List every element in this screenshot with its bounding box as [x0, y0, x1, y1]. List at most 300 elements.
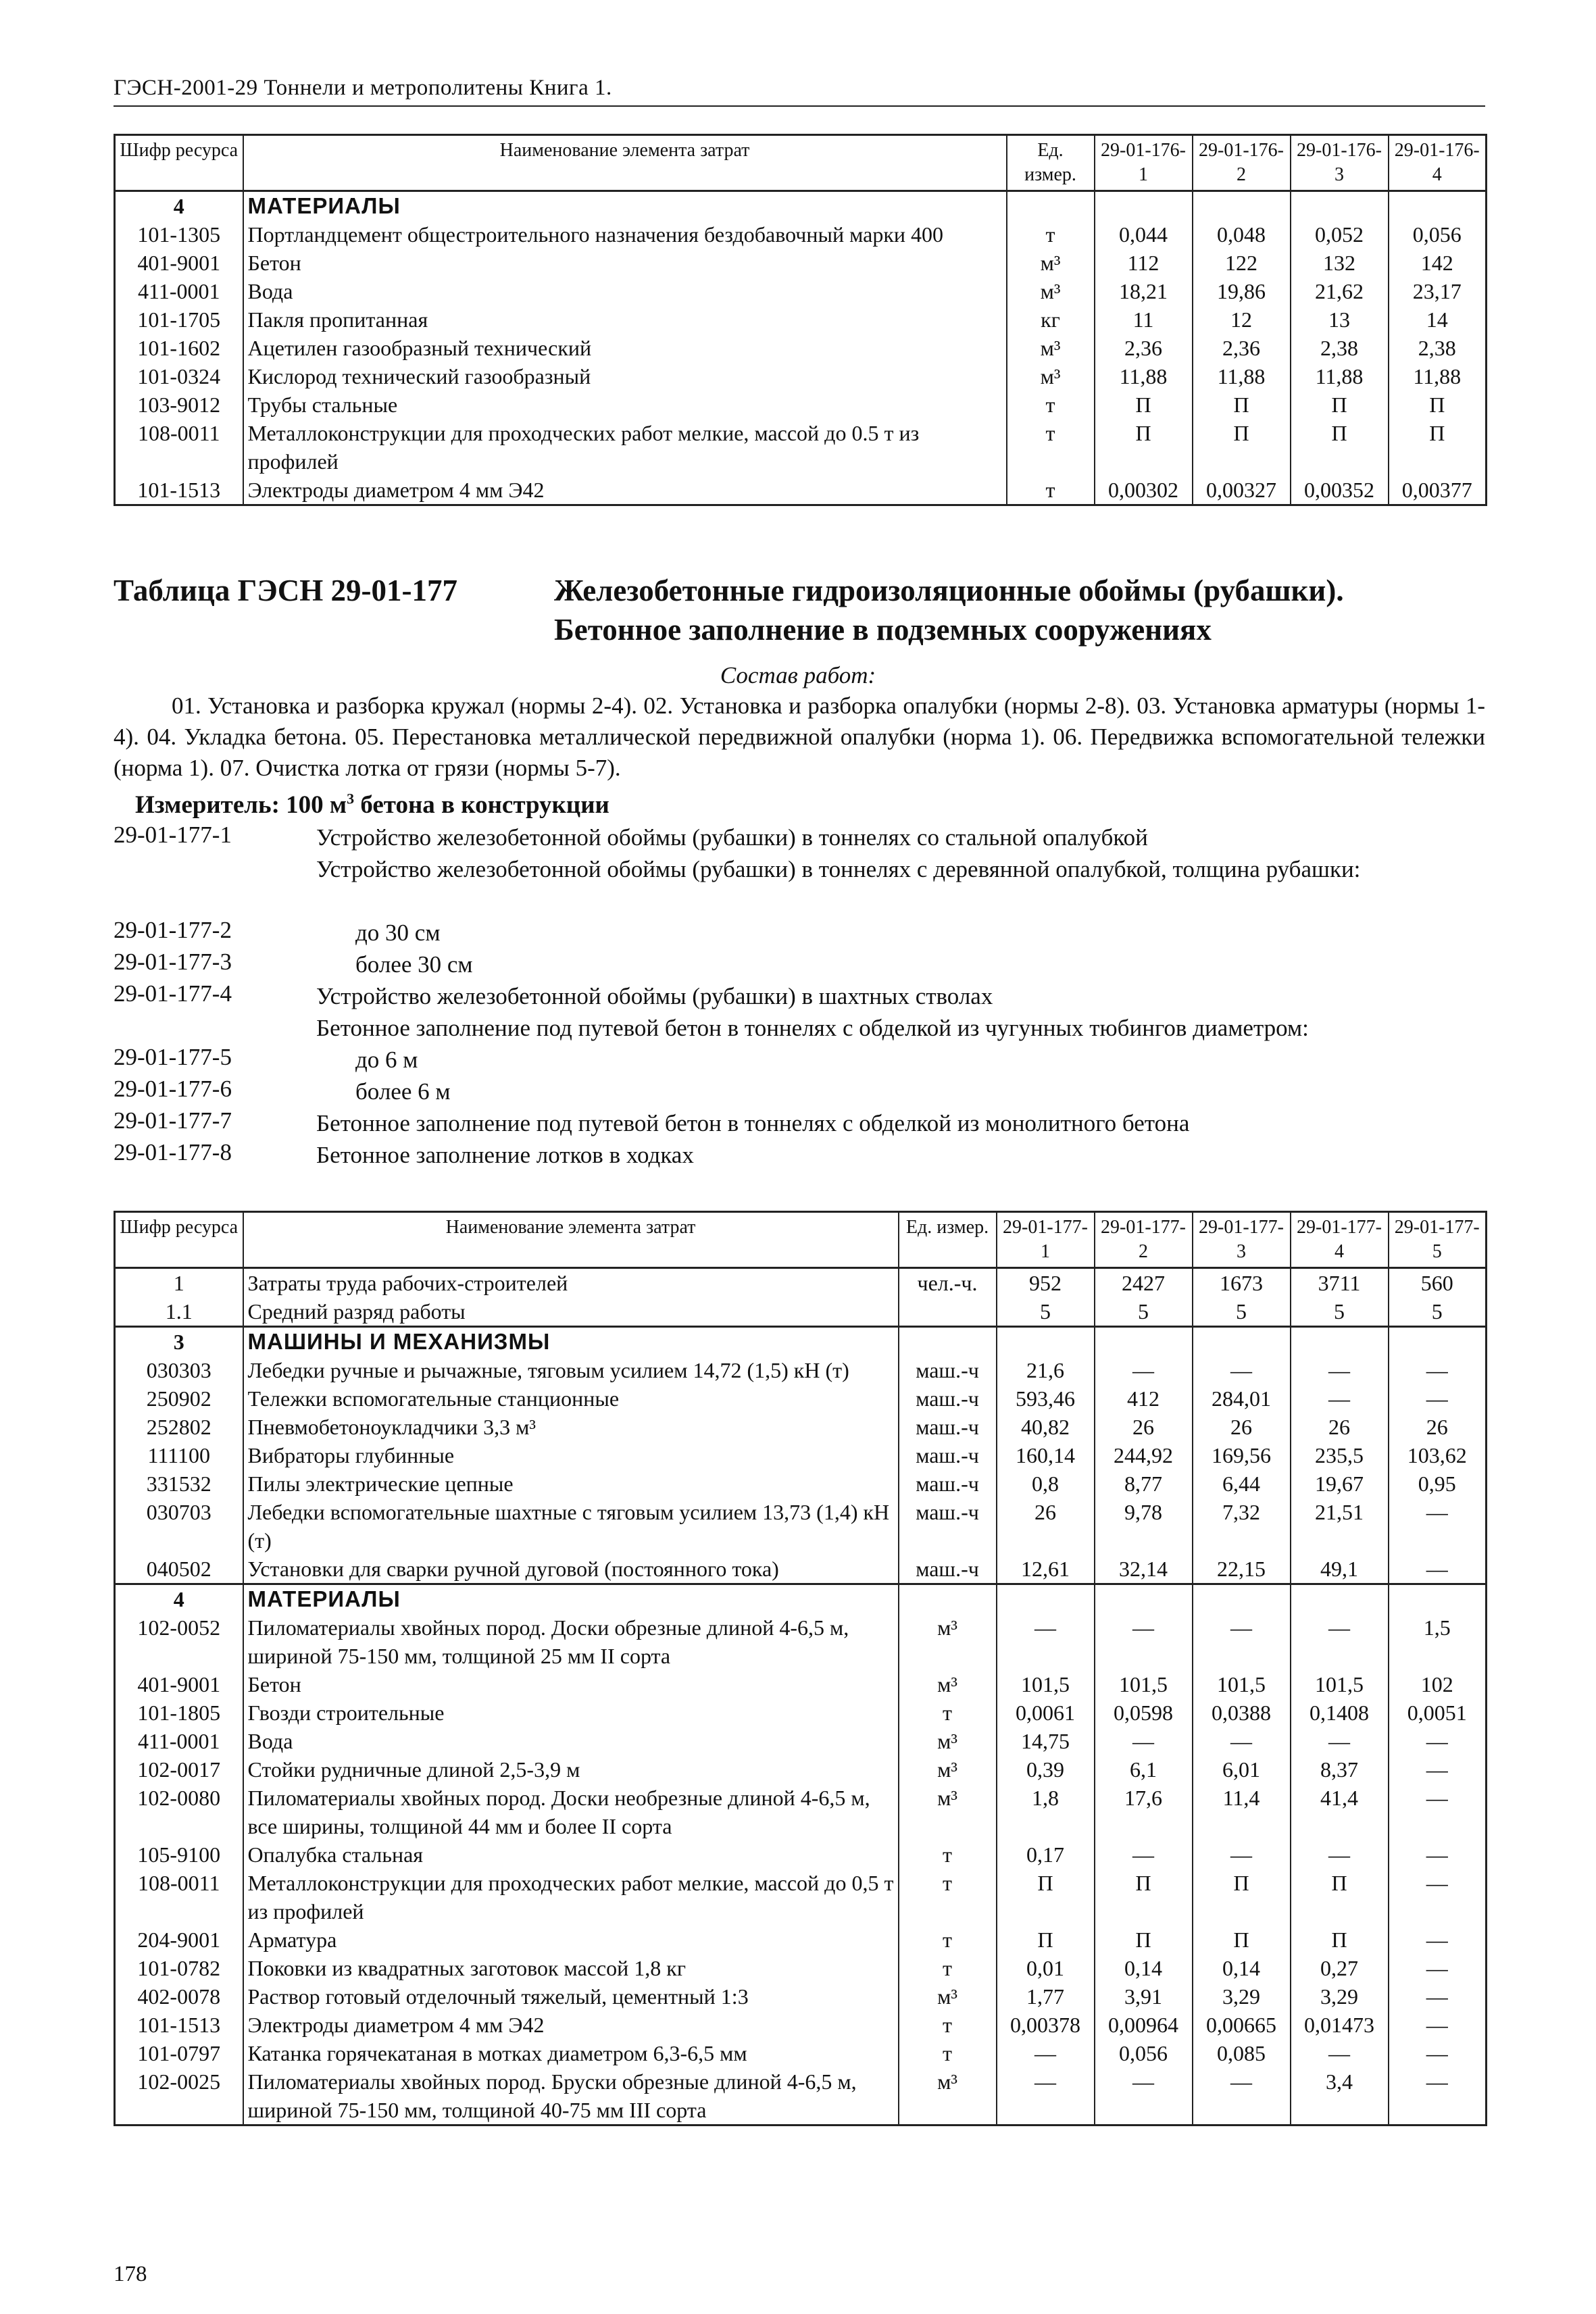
resource-name: Вибраторы глубинные: [243, 1441, 899, 1469]
table-label: Таблица ГЭСН 29-01-177: [114, 574, 457, 607]
resource-name: МАТЕРИАЛЫ: [243, 191, 1007, 221]
norm-code: 29-01-177-7: [114, 1107, 232, 1134]
norm-value-2: 17,6: [1095, 1784, 1193, 1840]
norm-value-1: 18,21: [1095, 277, 1193, 305]
table-row: [115, 334, 1487, 362]
norm-value-2: 32,14: [1095, 1555, 1193, 1584]
section-row: [115, 1584, 1487, 1614]
norm-value-3: 0,14: [1193, 1954, 1291, 1982]
norm-value-1: 26: [997, 1498, 1095, 1555]
unit-of-measure: маш.-ч: [899, 1413, 997, 1441]
norm-value-1: П: [997, 1926, 1095, 1954]
resource-name: Бетон: [243, 1670, 899, 1699]
norm-value-4: —: [1291, 1384, 1389, 1413]
norm-value-1: 11: [1095, 305, 1193, 334]
resource-name: Трубы стальные: [243, 391, 1007, 419]
unit-of-measure: т: [899, 1699, 997, 1727]
resource-name: МАШИНЫ И МЕХАНИЗМЫ: [243, 1327, 899, 1357]
norm-value-4: 0,00377: [1389, 476, 1487, 505]
resource-name: Гвозди строительные: [243, 1699, 899, 1727]
norm-value-4: 3,29: [1291, 1982, 1389, 2011]
unit-of-measure: м³: [1007, 249, 1095, 277]
norm-value-1: 5: [997, 1297, 1095, 1327]
table-body: [115, 191, 1487, 505]
norm-value-2: —: [1095, 1613, 1193, 1670]
unit-of-measure: м³: [899, 1982, 997, 2011]
header-norm-3: 29-01-177-3: [1193, 1212, 1291, 1268]
norm-value-2: [1095, 1584, 1193, 1614]
norm-value-5: —: [1389, 2011, 1487, 2039]
header-norm-4: 29-01-177-4: [1291, 1212, 1389, 1268]
norm-value-1: 21,6: [997, 1356, 1095, 1384]
norm-item: [114, 822, 1485, 853]
norm-value-1: 101,5: [997, 1670, 1095, 1699]
norm-value-4: 0,056: [1389, 220, 1487, 249]
norm-value-3: —: [1193, 1727, 1291, 1755]
norm-value-3: —: [1193, 1613, 1291, 1670]
norm-value-3: 13: [1291, 305, 1389, 334]
resource-name: Пиломатериалы хвойных пород. Бруски обрезные длиной 4-6,5 м, шириной 75-150 мм, толщиной 40-75 мм III сорта: [243, 2067, 899, 2126]
norm-value-4: 142: [1389, 249, 1487, 277]
norm-value-4: 49,1: [1291, 1555, 1389, 1584]
norm-value-3: 6,44: [1193, 1469, 1291, 1498]
resource-code: 105-9100: [115, 1840, 243, 1869]
norm-value-3: 1673: [1193, 1268, 1291, 1298]
resource-name: Ацетилен газообразный технический: [243, 334, 1007, 362]
norm-value-3: [1291, 191, 1389, 221]
norm-value-5: —: [1389, 1869, 1487, 1926]
unit-of-measure: т: [1007, 391, 1095, 419]
norm-value-3: —: [1193, 1840, 1291, 1869]
meter-sup: 3: [347, 790, 355, 807]
norm-value-4: 0,27: [1291, 1954, 1389, 1982]
norm-value-2: 122: [1193, 249, 1291, 277]
norm-value-3: 169,56: [1193, 1441, 1291, 1469]
table-row: [115, 1869, 1487, 1926]
resource-name: Поковки из квадратных заготовок массой 1,8 кг: [243, 1954, 899, 1982]
table-row: [115, 1469, 1487, 1498]
norm-value-5: 0,95: [1389, 1469, 1487, 1498]
norm-value-5: —: [1389, 1840, 1487, 1869]
norm-value-5: 103,62: [1389, 1441, 1487, 1469]
norm-value-1: [1095, 191, 1193, 221]
unit-of-measure: т: [899, 1926, 997, 1954]
composition-label: Состав работ:: [720, 662, 876, 688]
unit-of-measure: [899, 1327, 997, 1357]
norm-item: [114, 1107, 1485, 1139]
resource-code: 252802: [115, 1413, 243, 1441]
table-row: [115, 305, 1487, 334]
norm-value-2: 11,88: [1193, 362, 1291, 391]
norm-value-2: П: [1193, 419, 1291, 476]
norm-value-2: 3,91: [1095, 1982, 1193, 2011]
unit-of-measure: т: [899, 1869, 997, 1926]
table-header-row: [115, 1212, 1487, 1268]
norm-value-4: 14: [1389, 305, 1487, 334]
resource-code: 101-0324: [115, 362, 243, 391]
resource-code: 1: [115, 1268, 243, 1298]
norm-code: 29-01-177-4: [114, 980, 232, 1007]
resource-name: Средний разряд работы: [243, 1297, 899, 1327]
table-row: [115, 1498, 1487, 1555]
norm-value-4: 41,4: [1291, 1784, 1389, 1840]
resource-code: 030303: [115, 1356, 243, 1384]
norm-description: Бетонное заполнение под путевой бетон в тоннелях с обделкой из монолитного бетона: [316, 1110, 1190, 1136]
norm-value-4: 3,4: [1291, 2067, 1389, 2126]
norm-value-2: 26: [1095, 1413, 1193, 1441]
resource-name: Пиломатериалы хвойных пород. Доски необрезные длиной 4-6,5 м, все ширины, толщиной 44 мм и более II сорта: [243, 1784, 899, 1840]
norm-value-3: 11,4: [1193, 1784, 1291, 1840]
norm-value-4: —: [1291, 1356, 1389, 1384]
norm-value-5: —: [1389, 2039, 1487, 2067]
resource-code: 101-0782: [115, 1954, 243, 1982]
norm-value-5: —: [1389, 1784, 1487, 1840]
resource-code: 101-1705: [115, 305, 243, 334]
resource-name: Лебедки вспомогательные шахтные с тяговым усилием 13,73 (1,4) кН (т): [243, 1498, 899, 1555]
norm-value-2: 9,78: [1095, 1498, 1193, 1555]
resource-code: 103-9012: [115, 391, 243, 419]
resource-name: Лебедки ручные и рычажные, тяговым усилием 14,72 (1,5) кН (т): [243, 1356, 899, 1384]
norm-value-3: П: [1291, 391, 1389, 419]
header-unit: Ед. измер.: [899, 1212, 997, 1268]
unit-of-measure: т: [1007, 476, 1095, 505]
norm-value-2: 19,86: [1193, 277, 1291, 305]
norm-value-3: 3,29: [1193, 1982, 1291, 2011]
header-norm-5: 29-01-177-5: [1389, 1212, 1487, 1268]
norm-value-1: 0,0061: [997, 1699, 1095, 1727]
norm-value-2: 2427: [1095, 1268, 1193, 1298]
norm-value-1: 0,044: [1095, 220, 1193, 249]
norm-value-2: 6,1: [1095, 1755, 1193, 1784]
norm-value-2: 2,36: [1193, 334, 1291, 362]
resource-name: Установки для сварки ручной дуговой (постоянного тока): [243, 1555, 899, 1584]
norm-value-5: 5: [1389, 1297, 1487, 1327]
norm-item: [114, 1012, 1485, 1044]
norm-value-3: 7,32: [1193, 1498, 1291, 1555]
norm-value-4: П: [1291, 1869, 1389, 1926]
resource-name: Вода: [243, 277, 1007, 305]
norm-item: [114, 1076, 1485, 1107]
table-row: [115, 1268, 1487, 1298]
unit-of-measure: м³: [899, 2067, 997, 2126]
unit-of-measure: [899, 1584, 997, 1614]
resource-name: Арматура: [243, 1926, 899, 1954]
resource-code: 401-9001: [115, 1670, 243, 1699]
header-code: Шифр ресурса: [115, 1212, 243, 1268]
unit-of-measure: т: [899, 1954, 997, 1982]
norm-value-3: 21,62: [1291, 277, 1389, 305]
norm-value-3: 2,38: [1291, 334, 1389, 362]
resource-code: 040502: [115, 1555, 243, 1584]
norm-value-2: 0,00327: [1193, 476, 1291, 505]
meter-suffix: бетона в конструкции: [354, 791, 609, 819]
unit-of-measure: т: [1007, 220, 1095, 249]
table-row: [115, 2067, 1487, 2126]
norm-value-4: [1291, 1327, 1389, 1357]
norm-code: 29-01-177-8: [114, 1139, 232, 1165]
header-norm-2: 29-01-177-2: [1095, 1212, 1193, 1268]
unit-of-measure: т: [899, 2039, 997, 2067]
unit-of-measure: м³: [1007, 277, 1095, 305]
table-row: [115, 1555, 1487, 1584]
norm-description: более 6 м: [355, 1078, 451, 1105]
header-rule: [114, 105, 1485, 107]
resource-code: 101-1305: [115, 220, 243, 249]
unit-of-measure: маш.-ч: [899, 1356, 997, 1384]
table-row: [115, 1384, 1487, 1413]
norm-value-1: 1,77: [997, 1982, 1095, 2011]
norm-value-4: П: [1389, 391, 1487, 419]
resource-code: 030703: [115, 1498, 243, 1555]
resource-code: 108-0011: [115, 419, 243, 476]
table-row: [115, 1755, 1487, 1784]
table-row: [115, 476, 1487, 505]
norm-value-3: 0,052: [1291, 220, 1389, 249]
norm-value-1: 0,01: [997, 1954, 1095, 1982]
norm-value-5: —: [1389, 2067, 1487, 2126]
table-row: [115, 1699, 1487, 1727]
unit-of-measure: м³: [899, 1755, 997, 1784]
norm-value-1: 0,8: [997, 1469, 1095, 1498]
norm-value-4: 26: [1291, 1413, 1389, 1441]
table-row: [115, 249, 1487, 277]
unit-of-measure: м³: [899, 1670, 997, 1699]
meter-line: [135, 790, 609, 820]
table-row: [115, 362, 1487, 391]
norm-value-2: 0,00964: [1095, 2011, 1193, 2039]
norm-value-3: 0,085: [1193, 2039, 1291, 2067]
norm-value-4: —: [1291, 1840, 1389, 1869]
resource-code: 3: [115, 1327, 243, 1357]
resource-name: Электроды диаметром 4 мм Э42: [243, 476, 1007, 505]
norm-value-2: —: [1095, 1727, 1193, 1755]
norm-value-4: П: [1389, 419, 1487, 476]
norm-value-3: 0,00665: [1193, 2011, 1291, 2039]
resource-code: 1.1: [115, 1297, 243, 1327]
norm-value-1: 0,00302: [1095, 476, 1193, 505]
resource-code: 402-0078: [115, 1982, 243, 2011]
resource-name: Катанка горячекатаная в мотках диаметром 6,3-6,5 мм: [243, 2039, 899, 2067]
norm-value-1: 0,39: [997, 1755, 1095, 1784]
running-head: ГЭСН-2001-29 Тоннели и метрополитены Книга 1.: [114, 76, 612, 100]
norm-value-2: —: [1095, 2067, 1193, 2126]
unit-of-measure: маш.-ч: [899, 1441, 997, 1469]
norm-value-1: —: [997, 2039, 1095, 2067]
norm-value-5: 26: [1389, 1413, 1487, 1441]
unit-of-measure: т: [1007, 419, 1095, 476]
norm-value-4: П: [1291, 1926, 1389, 1954]
resource-name: Опалубка стальная: [243, 1840, 899, 1869]
norm-value-2: 5: [1095, 1297, 1193, 1327]
unit-of-measure: м³: [899, 1727, 997, 1755]
norm-value-3: [1193, 1327, 1291, 1357]
resource-code: 411-0001: [115, 277, 243, 305]
norm-value-5: [1389, 1584, 1487, 1614]
resource-code: 102-0080: [115, 1784, 243, 1840]
norm-value-1: 1,8: [997, 1784, 1095, 1840]
norm-value-2: 0,0598: [1095, 1699, 1193, 1727]
unit-of-measure: кг: [1007, 305, 1095, 334]
norm-value-1: 160,14: [997, 1441, 1095, 1469]
page-number: 178: [114, 2262, 147, 2286]
resource-code: 4: [115, 191, 243, 221]
header-norm-4: 29-01-176-4: [1389, 135, 1487, 191]
resource-code: 101-1513: [115, 476, 243, 505]
norm-value-3: 11,88: [1291, 362, 1389, 391]
norm-description: Устройство железобетонной обоймы (рубашки) в тоннелях с деревянной опалубкой, толщина рубашки:: [316, 856, 1361, 882]
table-row: [115, 1670, 1487, 1699]
table-row: [115, 2039, 1487, 2067]
header-norm-2: 29-01-176-2: [1193, 135, 1291, 191]
unit-of-measure: чел.-ч.: [899, 1268, 997, 1298]
norm-value-4: 235,5: [1291, 1441, 1389, 1469]
unit-of-measure: м³: [899, 1613, 997, 1670]
resource-code: 102-0052: [115, 1613, 243, 1670]
resource-code: 411-0001: [115, 1727, 243, 1755]
norm-value-3: 22,15: [1193, 1555, 1291, 1584]
norm-value-4: 11,88: [1389, 362, 1487, 391]
norm-value-5: [1389, 1327, 1487, 1357]
norm-value-1: П: [997, 1869, 1095, 1926]
norm-value-5: —: [1389, 1926, 1487, 1954]
norm-value-2: 101,5: [1095, 1670, 1193, 1699]
norm-value-3: —: [1193, 1356, 1291, 1384]
table-row: [115, 391, 1487, 419]
unit-of-measure: маш.-ч: [899, 1555, 997, 1584]
norm-value-1: 593,46: [997, 1384, 1095, 1413]
header-name: Наименование элемента затрат: [243, 1212, 899, 1268]
norm-value-5: —: [1389, 1727, 1487, 1755]
norm-description: Устройство железобетонной обоймы (рубашки) в шахтных стволах: [316, 983, 993, 1009]
norm-value-2: 244,92: [1095, 1441, 1193, 1469]
norm-value-3: 0,00352: [1291, 476, 1389, 505]
norm-value-4: 2,38: [1389, 334, 1487, 362]
norm-item: [114, 980, 1485, 1012]
norm-value-1: 12,61: [997, 1555, 1095, 1584]
resource-table-177: [114, 1211, 1487, 2126]
norm-description: Бетонное заполнение лотков в ходках: [316, 1142, 694, 1168]
table-row: [115, 1954, 1487, 1982]
norm-value-3: [1193, 1584, 1291, 1614]
norm-value-5: 102: [1389, 1670, 1487, 1699]
resource-code: 250902: [115, 1384, 243, 1413]
norm-description: более 30 см: [355, 951, 473, 978]
table-row: [115, 277, 1487, 305]
resource-name: Пакля пропитанная: [243, 305, 1007, 334]
norm-value-1: 952: [997, 1268, 1095, 1298]
unit-of-measure: м³: [1007, 362, 1095, 391]
norm-value-2: —: [1095, 1840, 1193, 1869]
resource-code: 101-1602: [115, 334, 243, 362]
norm-value-2: [1095, 1327, 1193, 1357]
table-row: [115, 220, 1487, 249]
resource-name: Металлоконструкции для проходческих работ мелкие, массой до 0,5 т из профилей: [243, 1869, 899, 1926]
norm-value-2: 12: [1193, 305, 1291, 334]
norm-value-3: 5: [1193, 1297, 1291, 1327]
norm-value-4: [1291, 1584, 1389, 1614]
header-code: Шифр ресурса: [115, 135, 243, 191]
resource-name: Электроды диаметром 4 мм Э42: [243, 2011, 899, 2039]
norm-value-5: 560: [1389, 1268, 1487, 1298]
resource-code: 102-0025: [115, 2067, 243, 2126]
resource-name: Тележки вспомогательные станционные: [243, 1384, 899, 1413]
norm-value-3: 101,5: [1193, 1670, 1291, 1699]
norm-value-5: —: [1389, 1384, 1487, 1413]
norm-list: [114, 822, 1485, 1171]
norm-value-1: —: [997, 1613, 1095, 1670]
norm-value-1: [997, 1584, 1095, 1614]
norm-value-2: 0,056: [1095, 2039, 1193, 2067]
norm-description: до 30 см: [355, 920, 441, 946]
resource-table-176: [114, 134, 1487, 506]
resource-name: Затраты труда рабочих-строителей: [243, 1268, 899, 1298]
norm-value-5: —: [1389, 1982, 1487, 2011]
norm-code: 29-01-177-2: [114, 917, 232, 943]
norm-value-4: 19,67: [1291, 1469, 1389, 1498]
resource-code: 101-1513: [115, 2011, 243, 2039]
section-row: [115, 1327, 1487, 1357]
norm-value-3: 284,01: [1193, 1384, 1291, 1413]
resource-name: Пилы электрические цепные: [243, 1469, 899, 1498]
table-row: [115, 1613, 1487, 1670]
norm-value-1: П: [1095, 419, 1193, 476]
norm-value-1: 14,75: [997, 1727, 1095, 1755]
norm-value-2: 412: [1095, 1384, 1193, 1413]
unit-of-measure: маш.-ч: [899, 1498, 997, 1555]
norm-value-5: 0,0051: [1389, 1699, 1487, 1727]
norm-value-4: 23,17: [1389, 277, 1487, 305]
section-row: [115, 191, 1487, 221]
table-row: [115, 1356, 1487, 1384]
norm-value-1: П: [1095, 391, 1193, 419]
table-row: [115, 1441, 1487, 1469]
table-row: [115, 2011, 1487, 2039]
norm-value-2: 8,77: [1095, 1469, 1193, 1498]
norm-value-1: —: [997, 2067, 1095, 2126]
norm-item: [114, 949, 1485, 980]
norm-value-3: —: [1193, 2067, 1291, 2126]
norm-code: 29-01-177-6: [114, 1076, 232, 1102]
norm-value-3: 132: [1291, 249, 1389, 277]
norm-value-4: —: [1291, 1613, 1389, 1670]
resource-code: 111100: [115, 1441, 243, 1469]
norm-value-1: 0,00378: [997, 2011, 1095, 2039]
header-norm-3: 29-01-176-3: [1291, 135, 1389, 191]
norm-value-5: —: [1389, 1356, 1487, 1384]
norm-value-2: П: [1095, 1869, 1193, 1926]
norm-item: [114, 1139, 1485, 1171]
unit-of-measure: м³: [899, 1784, 997, 1840]
meter-prefix: Измеритель: 100 м: [135, 791, 347, 819]
norm-value-2: 0,14: [1095, 1954, 1193, 1982]
norm-value-4: 101,5: [1291, 1670, 1389, 1699]
norm-value-4: 3711: [1291, 1268, 1389, 1298]
resource-name: Бетон: [243, 249, 1007, 277]
norm-item: [114, 917, 1485, 949]
table-body: [115, 1268, 1487, 2126]
norm-item: [114, 1044, 1485, 1076]
resource-name: Портландцемент общестроительного назначения бездобавочный марки 400: [243, 220, 1007, 249]
table-header-row: [115, 135, 1487, 191]
resource-name: Раствор готовый отделочный тяжелый, цементный 1:3: [243, 1982, 899, 2011]
norm-value-1: 40,82: [997, 1413, 1095, 1441]
resource-name: Кислород технический газообразный: [243, 362, 1007, 391]
composition-text: 01. Установка и разборка кружал (нормы 2-4). 02. Установка и разборка опалубки (нормы 2-8). 03. Установка арматуры (нормы 1-4). 04. Укладка бетона. 05. Перестановка металлической передвижной опалубки (норма 1). 06. Передвижка вспомогательной тележки (норма 1). 07. Очистка лотка от грязи (нормы 5-7).: [114, 693, 1485, 781]
unit-of-measure: [899, 1297, 997, 1327]
header-name: Наименование элемента затрат: [243, 135, 1007, 191]
norm-code: 29-01-177-5: [114, 1044, 232, 1070]
resource-code: 101-0797: [115, 2039, 243, 2067]
